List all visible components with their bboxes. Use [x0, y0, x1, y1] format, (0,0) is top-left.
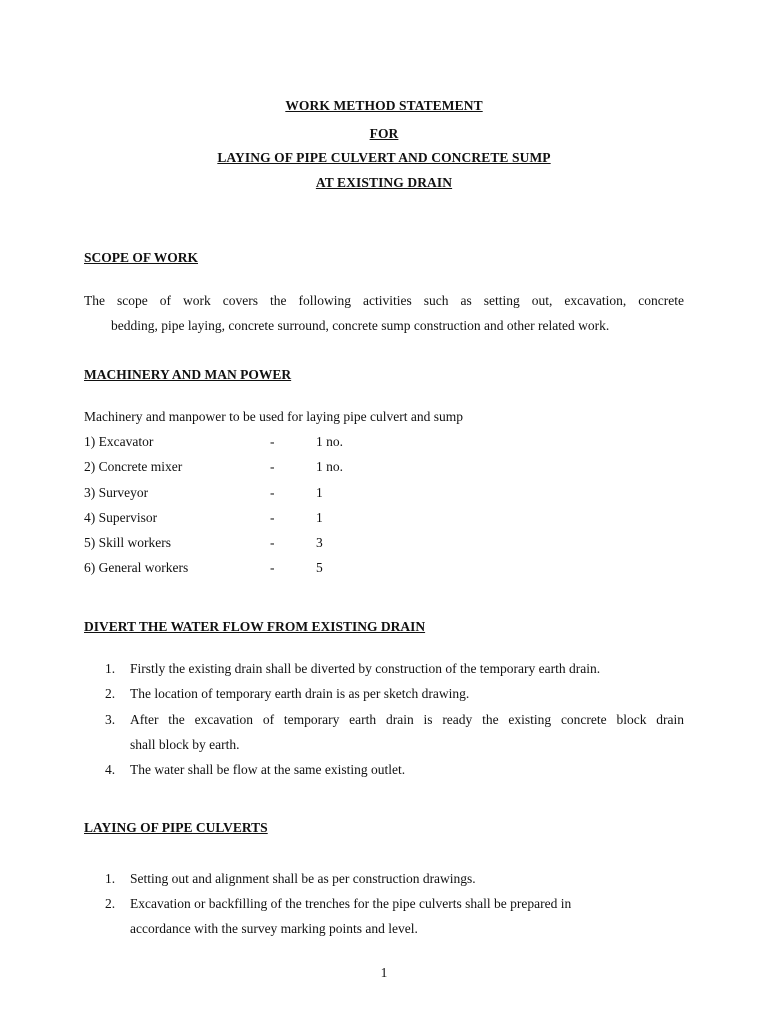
machinery-item-qty: 1 [316, 485, 323, 500]
list-item-number: 3. [105, 712, 116, 727]
machinery-heading: MACHINERY AND MAN POWER [84, 367, 292, 382]
machinery-item-qty: 1 no. [316, 459, 343, 474]
machinery-item-label: 6) General workers [84, 560, 189, 575]
machinery-item-label: 1) Excavator [84, 434, 154, 449]
machinery-item-label: 2) Concrete mixer [84, 459, 183, 474]
laying-heading: LAYING OF PIPE CULVERTS [84, 820, 268, 835]
document-title-line-2: FOR [369, 126, 399, 141]
machinery-item-qty: 3 [316, 535, 323, 550]
document-title-line-4: AT EXISTING DRAIN [315, 175, 453, 190]
machinery-item-dash: - [270, 485, 275, 500]
list-item-text-line-1: After the excavation of temporary earth drain is ready the existing concrete block drain [130, 712, 684, 727]
list-item-number: 2. [105, 896, 116, 911]
page-number: 1 [380, 965, 388, 980]
divert-heading: DIVERT THE WATER FLOW FROM EXISTING DRAIN [84, 619, 426, 634]
list-item-text: The location of temporary earth drain is as per sketch drawing. [130, 686, 470, 701]
list-item-text-line-2: accordance with the survey marking points and level. [130, 921, 418, 936]
machinery-item-dash: - [270, 434, 275, 449]
list-item-number: 4. [105, 762, 116, 777]
list-item-number: 1. [105, 661, 116, 676]
machinery-item-qty: 1 [316, 510, 323, 525]
machinery-item-label: 4) Supervisor [84, 510, 158, 525]
list-item-text: Firstly the existing drain shall be diverted by construction of the temporary earth drain. [130, 661, 601, 676]
list-item-text: Setting out and alignment shall be as per construction drawings. [130, 871, 476, 886]
list-item-number: 2. [105, 686, 116, 701]
document-title-line-3: LAYING OF PIPE CULVERT AND CONCRETE SUMP [217, 150, 551, 165]
scope-text-line-1: The scope of work covers the following activities such as setting out, excavation, concrete [84, 293, 684, 308]
list-item-text [130, 891, 684, 941]
machinery-item-dash: - [270, 535, 275, 550]
list-item-text: The water shall be flow at the same existing outlet. [130, 762, 406, 777]
list-item-text-line-1: Excavation or backfilling of the trenches for the pipe culverts shall be prepared in [130, 896, 572, 911]
scope-paragraph [84, 288, 684, 338]
machinery-item-dash: - [270, 459, 275, 474]
machinery-item-dash: - [270, 560, 275, 575]
machinery-item-qty: 1 no. [316, 434, 343, 449]
machinery-intro: Machinery and manpower to be used for laying pipe culvert and sump [84, 409, 464, 424]
list-item-text-line-2: shall block by earth. [130, 737, 240, 752]
list-item-number: 1. [105, 871, 116, 886]
document-title-line-1: WORK METHOD STATEMENT [285, 98, 483, 113]
machinery-item-label: 3) Surveyor [84, 485, 149, 500]
machinery-item-qty: 5 [316, 560, 323, 575]
scope-text-line-2: bedding, pipe laying, concrete surround, concrete sump construction and other related work. [111, 318, 610, 333]
list-item-text [130, 707, 684, 757]
machinery-item-dash: - [270, 510, 275, 525]
machinery-item-label: 5) Skill workers [84, 535, 171, 550]
scope-heading: SCOPE OF WORK [84, 250, 199, 265]
